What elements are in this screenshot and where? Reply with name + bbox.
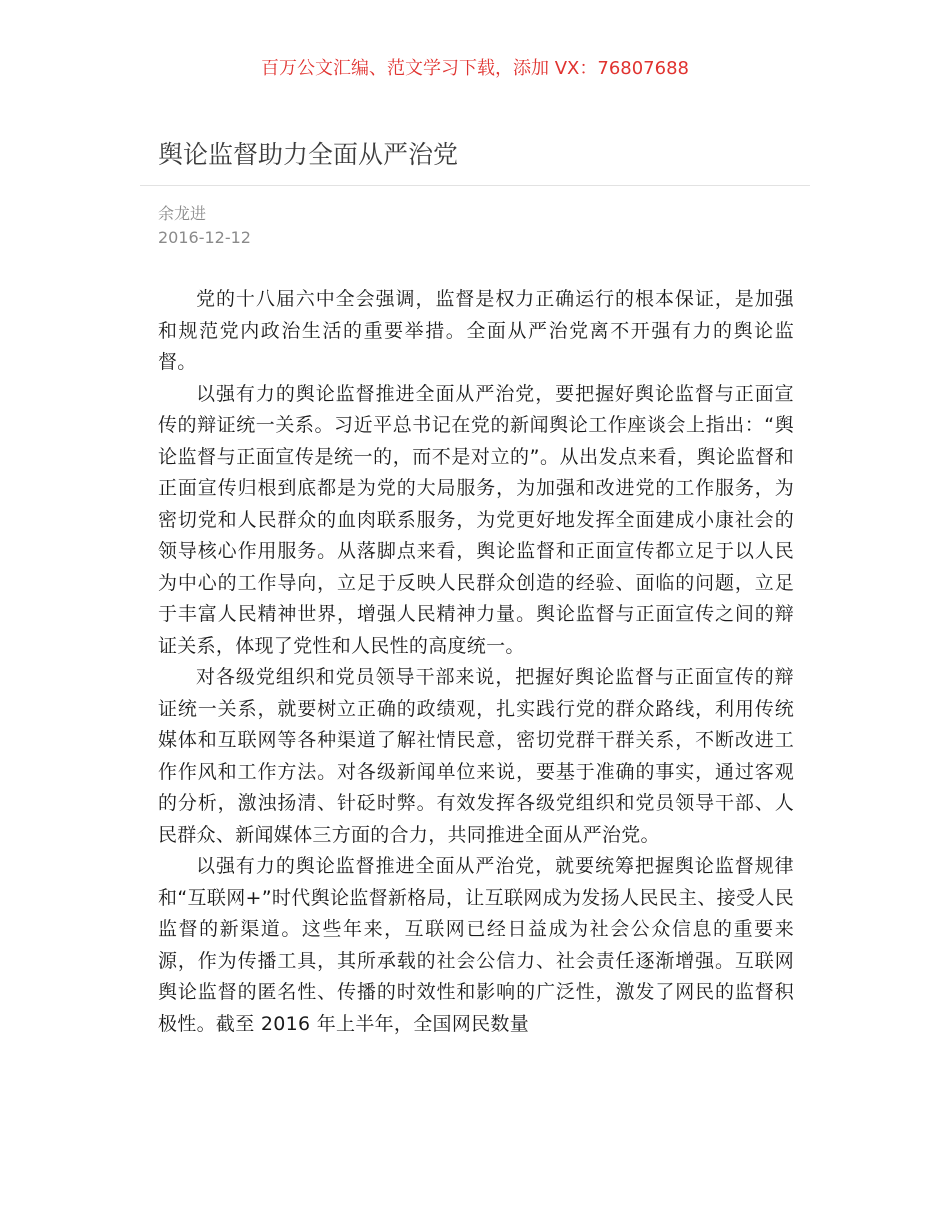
article-title: 舆论监督助力全面从严治党: [158, 140, 459, 169]
title-divider: [140, 185, 810, 186]
article-meta: [158, 202, 251, 250]
promo-banner: 百万公文汇编、范文学习下载，添加 VX：76807688: [261, 58, 689, 79]
article-paragraph: 以强有力的舆论监督推进全面从严治党，就要统筹把握舆论监督规律和“互联网+”时代舆论监督新格局，让互联网成为发扬人民民主、接受人民监督的新渠道。这些年来，互联网已经日益成为社会公众信息的重要来源，作为传播工具，其所承载的社会公信力、社会责任逐渐增强。互联网舆论监督的匿名性、传播的时效性和影响的广泛性，激发了网民的监督积极性。截至 2016 年上半年，全国网民数量: [158, 855, 794, 1035]
article-paragraph: 对各级党组织和党员领导干部来说，把握好舆论监督与正面宣传的辩证统一关系，就要树立正确的政绩观，扎实践行党的群众路线，利用传统媒体和互联网等各种渠道了解社情民意，密切党群干群关系，不断改进工作作风和工作方法。对各级新闻单位来说，要基于准确的事实，通过客观的分析，激浊扬清、针砭时弊。有效发挥各级党组织和党员领导干部、人民群众、新闻媒体三方面的合力，共同推进全面从严治党。: [158, 666, 794, 846]
article-author: 余龙进: [158, 204, 207, 223]
article-body: [158, 284, 794, 1040]
article-paragraph: 党的十八届六中全会强调，监督是权力正确运行的根本保证，是加强和规范党内政治生活的重要举措。全面从严治党离不开强有力的舆论监督。: [158, 288, 794, 373]
article-date: 2016-12-12: [158, 228, 251, 247]
article-paragraph: 以强有力的舆论监督推进全面从严治党，要把握好舆论监督与正面宣传的辩证统一关系。习近平总书记在党的新闻舆论工作座谈会上指出：“舆论监督与正面宣传是统一的，而不是对立的”。从出发点来看，舆论监督和正面宣传归根到底都是为党的大局服务，为加强和改进党的工作服务，为密切党和人民群众的血肉联系服务，为党更好地发挥全面建成小康社会的领导核心作用服务。从落脚点来看，舆论监督和正面宣传都立足于以人民为中心的工作导向，立足于反映人民群众创造的经验、面临的问题，立足于丰富人民精神世界，增强人民精神力量。舆论监督与正面宣传之间的辩证关系，体现了党性和人民性的高度统一。: [158, 382, 794, 657]
